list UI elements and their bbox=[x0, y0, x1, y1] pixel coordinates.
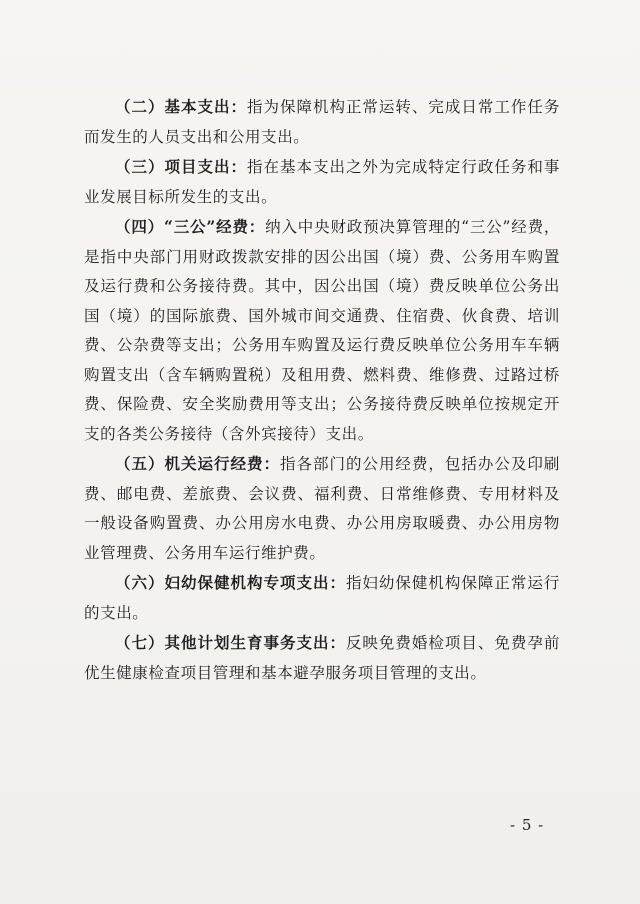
paragraph-operating-funds bbox=[84, 449, 560, 568]
paragraph-text: 指妇幼保健机构保障正常运行的支出。 bbox=[84, 574, 560, 622]
paragraph-heading: （三）项目支出： bbox=[115, 157, 247, 176]
paragraph-project-expenditure bbox=[84, 152, 560, 212]
paragraph-text: 指为保障机构正常运转、完成日常工作任务而发生的人员支出和公用支出。 bbox=[84, 98, 560, 146]
paragraph-heading: （五）机关运行经费： bbox=[115, 454, 280, 473]
paragraph-family-planning bbox=[84, 628, 560, 688]
paragraph-text: 指各部门的公用经费，包括办公及印刷费、邮电费、差旅费、会议费、福利费、日常维修费、专用材料及一般设备购置费、办公用房水电费、办公用房取暖费、办公用房物业管理费、公务用车运行维护费。 bbox=[84, 455, 560, 562]
page-number: - 5 - bbox=[510, 816, 545, 834]
paragraph-text: 指在基本支出之外为完成特定行政任务和事业发展目标所发生的支出。 bbox=[84, 158, 560, 206]
paragraph-three-public-expenses bbox=[84, 212, 560, 449]
paragraph-heading: （二）基本支出： bbox=[115, 97, 247, 116]
paragraph-heading: （四）“三公”经费： bbox=[115, 217, 266, 236]
paragraph-text: 反映免费婚检项目、免费孕前优生健康检查项目管理和基本避孕服务项目管理的支出。 bbox=[84, 634, 560, 682]
paragraph-text: 纳入中央财政预决算管理的“三公”经费，是指中央部门用财政拨款安排的因公出国（境）费、公务用车购置及运行费和公务接待费。其中，因公出国（境）费反映单位公务出国（境）的国际旅费、国外城市间交通费、住宿费、伙食费、培训费、公杂费等支出；公务用车购置及运行费反映单位公务用车车辆购置支出（含车辆购置税）及租用费、燃料费、维修费、过路过桥费、保险费、安全奖励费用等支出；公务接待费反映单位按规定开支的各类公务接待（含外宾接待）支出。 bbox=[84, 218, 560, 443]
paragraph-maternal-child-health bbox=[84, 568, 560, 628]
paragraph-heading: （七）其他计划生育事务支出： bbox=[115, 633, 346, 652]
paragraph-heading: （六）妇幼保健机构专项支出： bbox=[115, 573, 346, 592]
document-body bbox=[84, 92, 560, 688]
paragraph-basic-expenditure bbox=[84, 92, 560, 152]
